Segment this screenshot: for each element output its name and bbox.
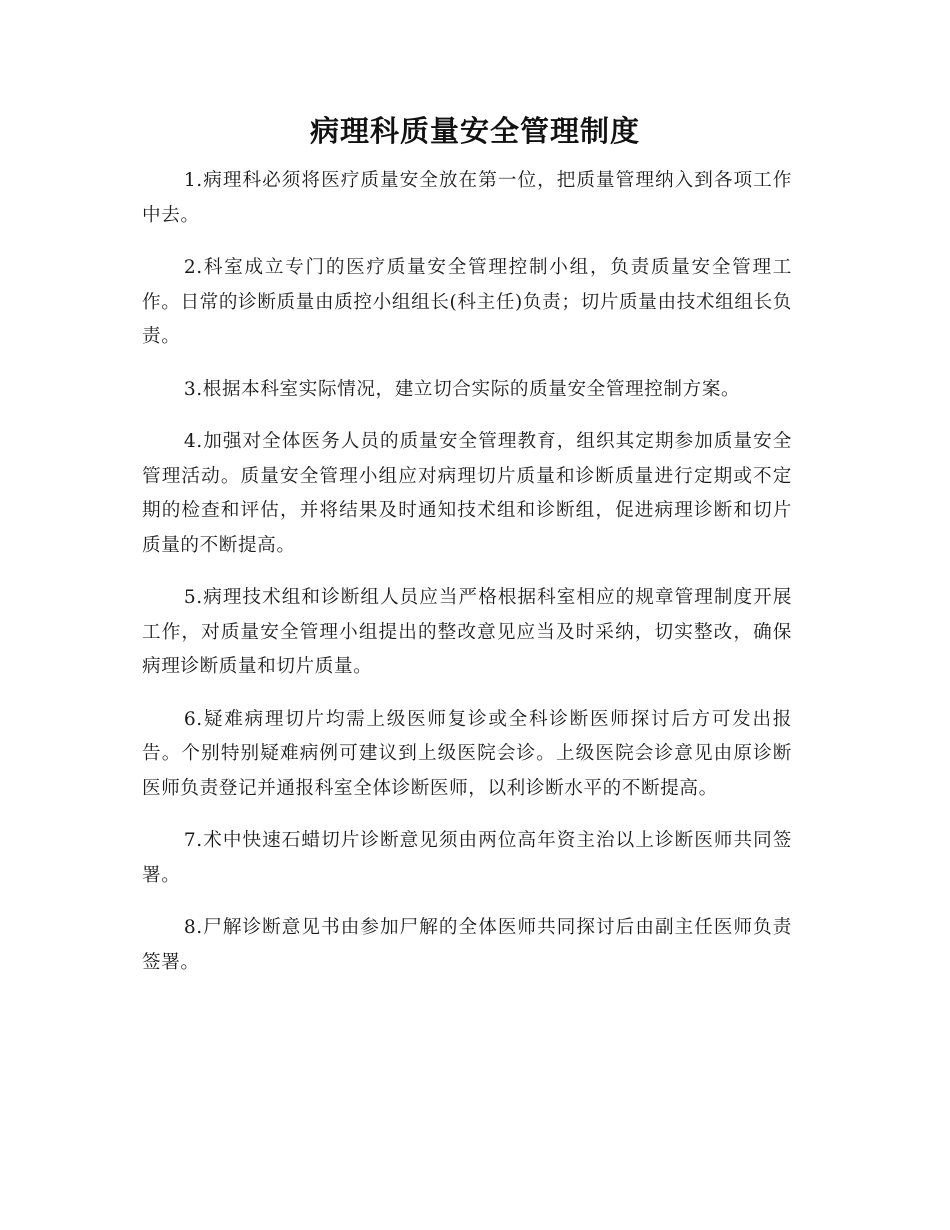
document-body: [142, 164, 792, 998]
paragraph-6: 6.疑难病理切片均需上级医师复诊或全科诊断医师探讨后方可发出报告。个别特别疑难病例可建议到上级医院会诊。上级医院会诊意见由原诊断医师负责登记并通报科室全体诊断医师，以利诊断水平的不断提高。: [142, 708, 792, 799]
paragraph-4: 4.加强对全体医务人员的质量安全管理教育，组织其定期参加质量安全管理活动。质量安全管理小组应对病理切片质量和诊断质量进行定期或不定期的检查和评估，并将结果及时通知技术组和诊断组，促进病理诊断和切片质量的不断提高。: [142, 431, 792, 556]
paragraph-3: 3.根据本科室实际情况，建立切合实际的质量安全管理控制方案。: [183, 378, 741, 400]
paragraph-2: 2.科室成立专门的医疗质量安全管理控制小组，负责质量安全管理工作。日常的诊断质量由质控小组组长(科主任)负责；切片质量由技术组组长负责。: [142, 257, 792, 347]
document-title: 病理科质量安全管理制度: [309, 114, 640, 148]
paragraph-8: 8.尸解诊断意见书由参加尸解的全体医师共同探讨后由副主任医师负责签署。: [142, 917, 792, 973]
paragraph-1: 1.病理科必须将医疗质量安全放在第一位，把质量管理纳入到各项工作中去。: [142, 170, 792, 226]
paragraph-5: 5.病理技术组和诊断组人员应当严格根据科室相应的规章管理制度开展工作，对质量安全管理小组提出的整改意见应当及时采纳，切实整改，确保病理诊断质量和切片质量。: [142, 587, 792, 677]
paragraph-7: 7.术中快速石蜡切片诊断意见须由两位高年资主治以上诊断医师共同签署。: [142, 830, 792, 886]
